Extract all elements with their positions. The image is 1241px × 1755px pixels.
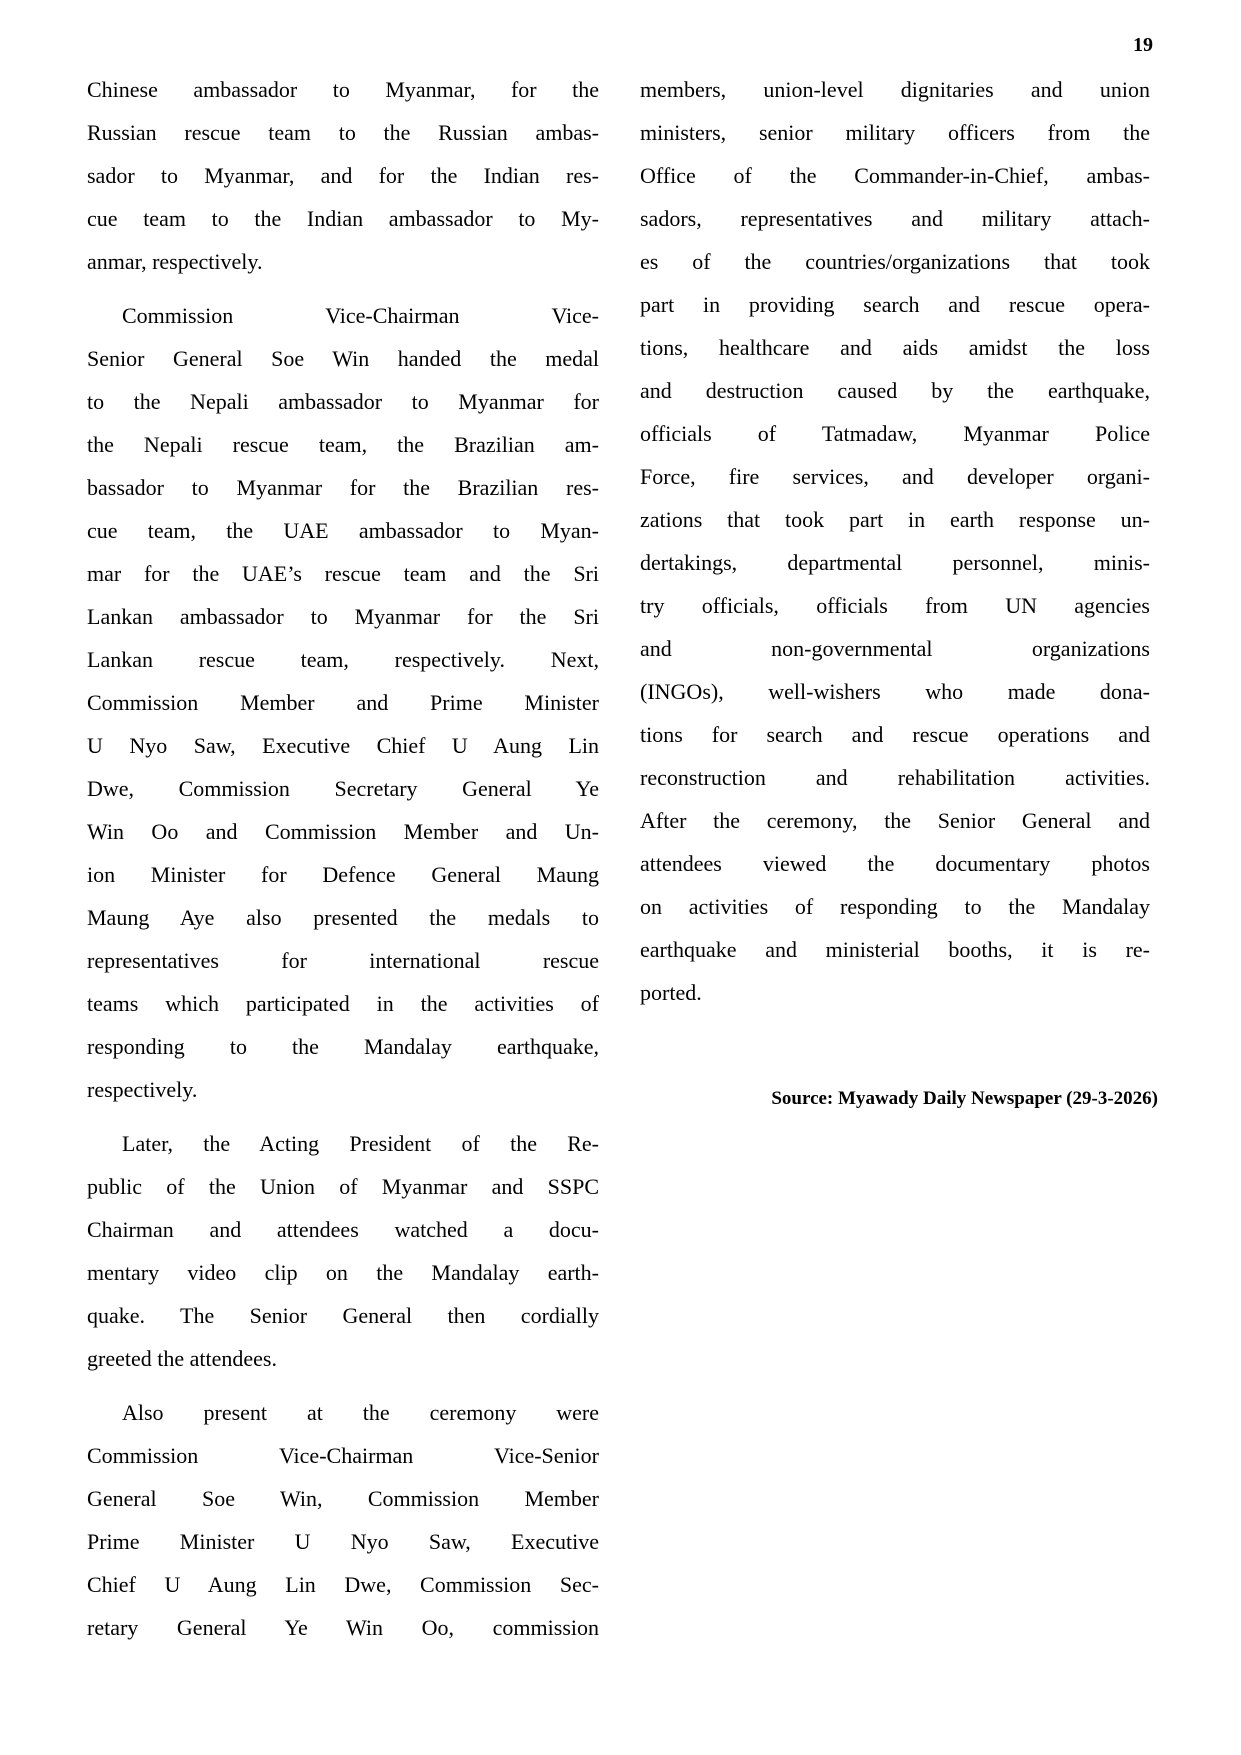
text-line: Maung Aye also presented the medals to xyxy=(87,905,599,930)
text-line: ion Minister for Defence General Maung xyxy=(87,862,599,887)
text-line: After the ceremony, the Senior General and xyxy=(640,808,1150,833)
text-line: zations that took part in earth response un- xyxy=(640,507,1150,532)
text-line: quake. The Senior General then cordially xyxy=(87,1303,599,1328)
text-line: Commission Vice-Chairman Vice- xyxy=(122,303,599,328)
text-line: dertakings, departmental personnel, minis- xyxy=(640,550,1150,575)
text-line: cue team to the Indian ambassador to My- xyxy=(87,206,599,231)
text-line: mar for the UAE’s rescue team and the Sri xyxy=(87,561,599,586)
text-line: cue team, the UAE ambassador to Myan- xyxy=(87,518,599,543)
text-line: reconstruction and rehabilitation activities. xyxy=(640,765,1150,790)
text-line: bassador to Myanmar for the Brazilian res- xyxy=(87,475,599,500)
text-line: Prime Minister U Nyo Saw, Executive xyxy=(87,1529,599,1554)
text-line: Office of the Commander-in-Chief, ambas- xyxy=(640,163,1150,188)
page-number: 19 xyxy=(1133,34,1153,56)
text-line: Chinese ambassador to Myanmar, for the xyxy=(87,77,599,102)
paragraph xyxy=(87,1391,599,1649)
text-line: Win Oo and Commission Member and Un- xyxy=(87,819,599,844)
paragraph xyxy=(87,1122,599,1380)
text-line: es of the countries/organizations that took xyxy=(640,249,1150,274)
text-line: public of the Union of Myanmar and SSPC xyxy=(87,1174,599,1199)
text-line: sador to Myanmar, and for the Indian res- xyxy=(87,163,599,188)
text-line: Chief U Aung Lin Dwe, Commission Sec- xyxy=(87,1572,599,1597)
text-line: members, union-level dignitaries and union xyxy=(640,77,1150,102)
text-line: ported. xyxy=(640,980,702,1005)
text-line: Dwe, Commission Secretary General Ye xyxy=(87,776,599,801)
text-line: retary General Ye Win Oo, commission xyxy=(87,1615,599,1640)
text-line: Force, fire services, and developer organi- xyxy=(640,464,1150,489)
text-line: sadors, representatives and military attach- xyxy=(640,206,1150,231)
text-line: and destruction caused by the earthquake, xyxy=(640,378,1150,403)
text-line: Commission Member and Prime Minister xyxy=(87,690,599,715)
text-line: mentary video clip on the Mandalay earth- xyxy=(87,1260,599,1285)
text-line: attendees viewed the documentary photos xyxy=(640,851,1150,876)
text-line: U Nyo Saw, Executive Chief U Aung Lin xyxy=(87,733,599,758)
text-line: respectively. xyxy=(87,1077,198,1102)
text-line: Later, the Acting President of the Re- xyxy=(122,1131,599,1156)
text-line: tions for search and rescue operations and xyxy=(640,722,1150,747)
text-line: earthquake and ministerial booths, it is re- xyxy=(640,937,1150,962)
paragraph xyxy=(87,68,599,283)
text-line: Lankan rescue team, respectively. Next, xyxy=(87,647,599,672)
text-line: and non-governmental organizations xyxy=(640,636,1150,661)
text-line: anmar, respectively. xyxy=(87,249,263,274)
text-line: tions, healthcare and aids amidst the loss xyxy=(640,335,1150,360)
source-attribution: Source: Myawady Daily Newspaper (29-3-2026) xyxy=(771,1088,1158,1109)
text-line: Commission Vice-Chairman Vice-Senior xyxy=(87,1443,599,1468)
text-line: part in providing search and rescue opera- xyxy=(640,292,1150,317)
text-line: Chairman and attendees watched a docu- xyxy=(87,1217,599,1242)
text-line: teams which participated in the activities of xyxy=(87,991,599,1016)
text-line: try officials, officials from UN agencies xyxy=(640,593,1150,618)
text-line: on activities of responding to the Mandalay xyxy=(640,894,1150,919)
text-line: officials of Tatmadaw, Myanmar Police xyxy=(640,421,1150,446)
text-line: ministers, senior military officers from the xyxy=(640,120,1150,145)
paragraph xyxy=(640,68,1150,1014)
text-line: Also present at the ceremony were xyxy=(122,1400,599,1425)
text-line: Lankan ambassador to Myanmar for the Sri xyxy=(87,604,599,629)
text-line: greeted the attendees. xyxy=(87,1346,277,1371)
text-line: Russian rescue team to the Russian ambas- xyxy=(87,120,599,145)
paragraph xyxy=(87,294,599,1111)
text-line: Senior General Soe Win handed the medal xyxy=(87,346,599,371)
left-column xyxy=(87,68,599,1649)
text-line: General Soe Win, Commission Member xyxy=(87,1486,599,1511)
text-line: responding to the Mandalay earthquake, xyxy=(87,1034,599,1059)
text-line: the Nepali rescue team, the Brazilian am- xyxy=(87,432,599,457)
text-line: to the Nepali ambassador to Myanmar for xyxy=(87,389,599,414)
text-line: (INGOs), well-wishers who made dona- xyxy=(640,679,1150,704)
right-column xyxy=(640,68,1150,1014)
text-line: representatives for international rescue xyxy=(87,948,599,973)
